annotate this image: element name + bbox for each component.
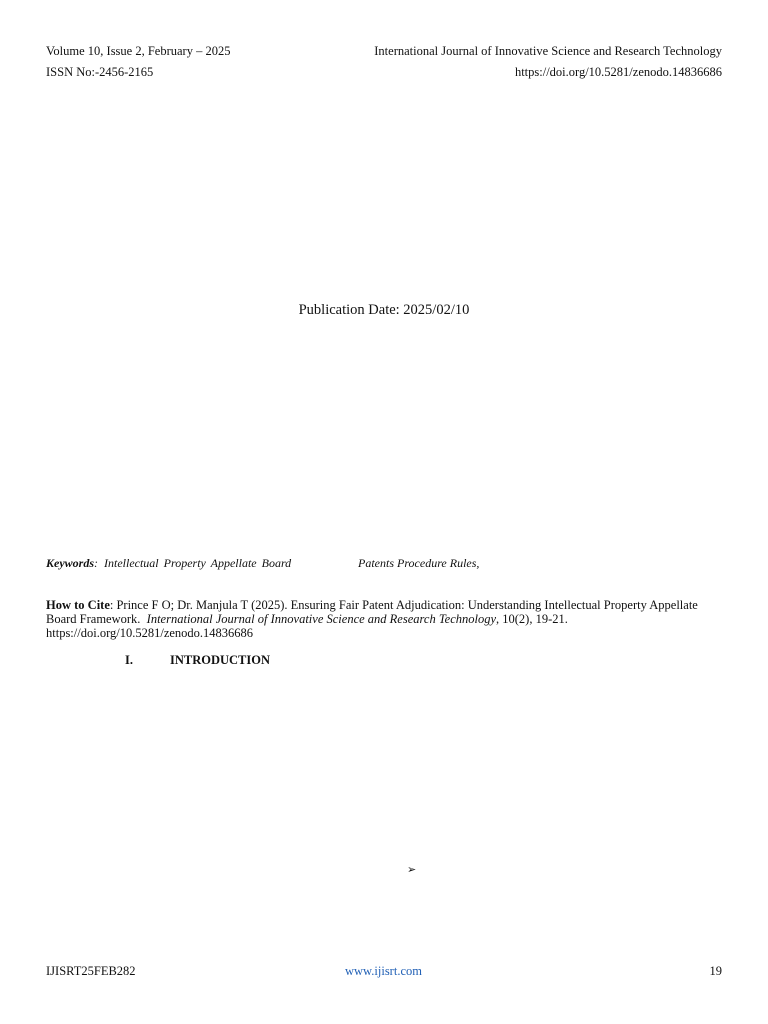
footer-website-link[interactable]: www.ijisrt.com — [345, 964, 422, 978]
publication-date: Publication Date: 2025/02/10 — [298, 302, 470, 318]
cite-label: How to Cite — [46, 598, 110, 612]
section-title: INTRODUCTION — [170, 653, 271, 667]
header-doi[interactable]: https://doi.org/10.5281/zenodo.14836686 — [514, 65, 722, 79]
footer-paper-id: IJISRT25FEB282 — [46, 964, 136, 978]
keyword-term-2: Patents Procedure Rules, — [358, 556, 480, 570]
how-to-cite — [46, 598, 726, 640]
keywords-label: Keywords — [46, 556, 94, 570]
cite-text-after: , 10(2), 19-21. — [496, 612, 568, 626]
header-journal: International Journal of Innovative Science and Research Technology — [374, 44, 722, 58]
header-volume: Volume 10, Issue 2, February – 2025 — [46, 44, 231, 58]
footer-page-number: 19 — [709, 964, 722, 978]
cite-doi[interactable]: https://doi.org/10.5281/zenodo.14836686 — [46, 626, 254, 640]
keyword-term-1: Intellectual Property Appellate Board — [104, 556, 292, 570]
keywords-line — [46, 556, 291, 571]
section-number: I. — [125, 653, 133, 667]
cite-text-before: : Prince F O; Dr. Manjula T (2025). Ensuring Fair Patent Adjudication: Understanding Intellectual Property Appellate Board Framework. — [46, 598, 698, 626]
arrow-bullet-icon: ➢ — [407, 864, 417, 876]
cite-journal: International Journal of Innovative Science and Research Technology — [146, 612, 497, 626]
keywords-separator: : — [94, 556, 98, 570]
header-issn: ISSN No:-2456-2165 — [46, 65, 154, 79]
